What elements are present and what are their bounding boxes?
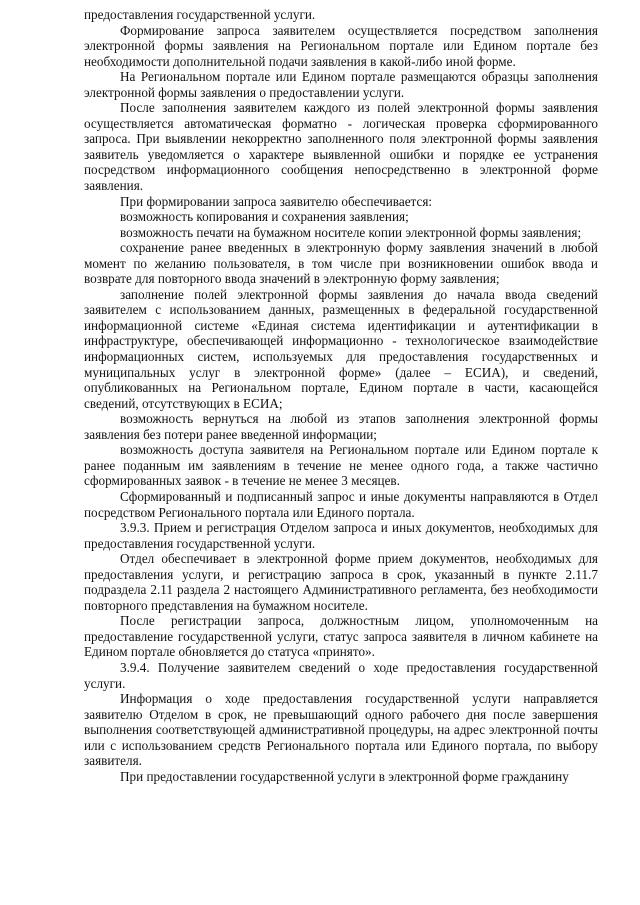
list-item: возможность вернуться на любой из этапов заполнения электронной формы заявления без потери ранее введенной информации;: [84, 411, 598, 442]
list-item: заполнение полей электронной формы заявления до начала ввода сведений заявителем с использованием данных, размещенных в федеральной государственной информационной системе «Единая система идентификации и аутентификации в инфраструктуре, обеспечивающей информационно - технологическое взаимодействие информационных систем, используемых для предоставления государственных и муниципальных услуг в электронной форме» (далее – ЕСИА), и сведений, опубликованных на Региональном портале, Едином портале в части, касающейся сведений, отсутствующих в ЕСИА;: [84, 286, 598, 411]
paragraph: Сформированный и подписанный запрос и иные документы направляются в Отдел посредством Регионального портала или Единого портала.: [84, 488, 598, 520]
section-heading-3-9-3: 3.9.3. Прием и регистрация Отделом запроса и иных документов, необходимых для предоставления государственной услуги.: [84, 520, 598, 551]
paragraph: Отдел обеспечивает в электронной форме прием документов, необходимых для предоставления услуги, и регистрацию запроса в срок, указанный в пункте 2.11.7 подраздела 2.11 раздела 2 настоящего Административного регламента, без необходимости повторного представления на бумажном носителе.: [84, 551, 598, 613]
paragraph: При формировании запроса заявителю обеспечивается:: [120, 193, 433, 209]
paragraph: После регистрации запроса, должностным лицом, уполномоченным на предоставление государственной услуги, статус запроса заявителя в личном кабинете на Едином портале обновляется до статуса «принято».: [84, 613, 598, 660]
list-item: возможность копирования и сохранения заявления;: [120, 209, 409, 225]
paragraph: Формирование запроса заявителем осуществляется посредством заполнения электронной формы заявления на Региональном портале или Едином портале без необходимости дополнительной подачи заявления в какой-либо иной форме.: [84, 22, 598, 69]
paragraph-continuation: предоставления государственной услуги.: [84, 7, 316, 22]
section-heading-3-9-4: 3.9.4. Получение заявителем сведений о ходе предоставления государственной услуги.: [84, 659, 598, 691]
paragraph: Информация о ходе предоставления государственной услуги направляется заявителю Отделом в срок, не превышающий одного рабочего дня после завершения выполнения соответствующей административной процедуры, на адрес электронной почты или с использованием средств Регионального портала или Единого портала, по выбору заявителя.: [84, 691, 598, 769]
paragraph: При предоставлении государственной услуги в электронной форме гражданину: [120, 768, 569, 784]
paragraph: На Региональном портале или Едином портале размещаются образцы заполнения электронной формы заявления о предоставлении услуги.: [84, 69, 598, 100]
paragraph: После заполнения заявителем каждого из полей электронной формы заявления осуществляется автоматическая форматно - логическая проверка сформированного запроса. При выявлении некорректно заполненного поля электронной формы заявления заявитель уведомляется о характере выявленной ошибки и порядке ее устранения посредством информационного сообщения непосредственно в электронной форме заявления.: [84, 100, 598, 194]
list-item: сохранение ранее введенных в электронную форму заявления значений в любой момент по желанию пользователя, в том числе при возникновении ошибок ввода и возврате для повторного ввода значений в электронную форму заявления;: [84, 240, 598, 287]
list-item: возможность печати на бумажном носителе копии электронной формы заявления;: [120, 224, 582, 240]
document-page: [84, 7, 598, 784]
list-item: возможность доступа заявителя на Региональном портале или Едином портале к ранее поданным им заявлениям в течение не менее одного года, а также частично сформированных заявок - в течение не менее 3 месяцев.: [84, 442, 598, 489]
